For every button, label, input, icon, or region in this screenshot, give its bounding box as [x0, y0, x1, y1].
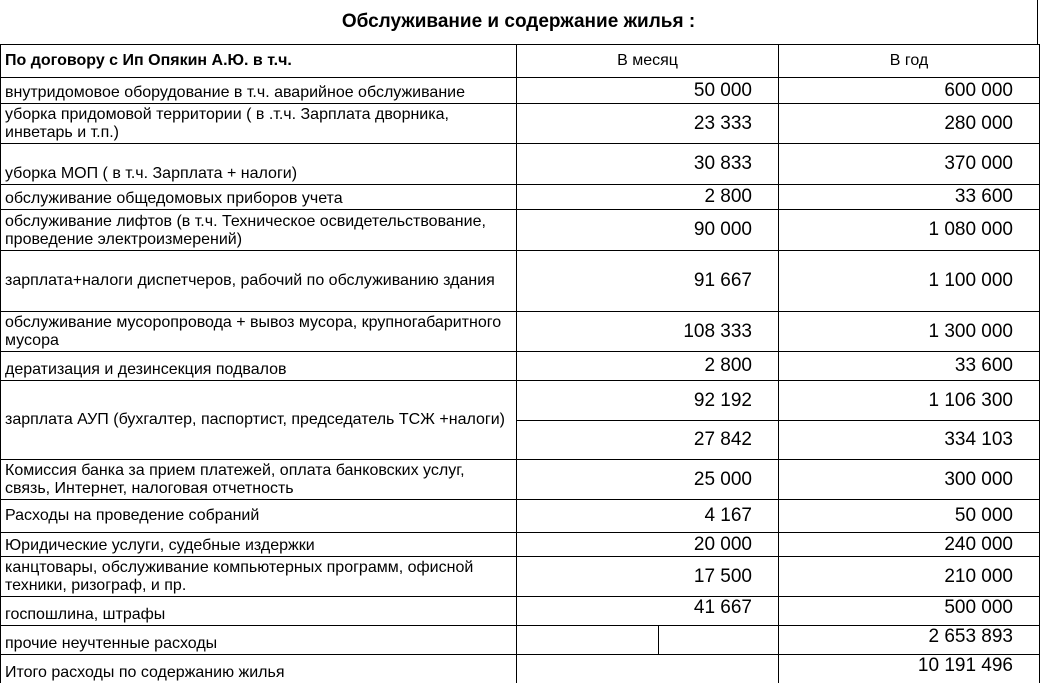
row-label: Расходы на проведение собраний	[1, 500, 517, 533]
row-year: 33 600	[779, 185, 1040, 210]
table-row	[1, 533, 1040, 557]
table-row	[1, 626, 1040, 655]
row-month: 90 000	[517, 210, 779, 251]
row-month: 91 667	[517, 251, 779, 312]
row-label: Комиссия банка за прием платежей, оплата банковских услуг, связь, Интернет, налоговая отчетность	[1, 460, 517, 500]
row-year: 50 000	[779, 500, 1040, 533]
row-month: 20 000	[517, 533, 779, 557]
row-month: 2 800	[517, 185, 779, 210]
row-extra	[659, 626, 779, 655]
table-row	[1, 352, 1040, 381]
row-label: канцтовары, обслуживание компьютерных программ, офисной техники, ризограф, и пр.	[1, 557, 517, 597]
row-month: 108 333	[517, 312, 779, 352]
row-year: 600 000	[779, 78, 1040, 104]
row-year: 334 103	[779, 421, 1040, 460]
row-label: прочие неучтенные расходы	[1, 626, 517, 655]
row-month: 23 333	[517, 104, 779, 144]
row-label: зарплата АУП (бухгалтер, паспортист, председатель ТСЖ +налоги)	[1, 381, 517, 460]
table-row	[1, 312, 1040, 352]
table-row	[1, 597, 1040, 626]
table-row	[1, 104, 1040, 144]
row-year: 280 000	[779, 104, 1040, 144]
row-label: внутридомовое оборудование в т.ч. аварийное обслуживание	[1, 78, 517, 104]
row-label: обслуживание мусоропровода + вывоз мусора, крупногабаритного мусора	[1, 312, 517, 352]
row-year: 1 080 000	[779, 210, 1040, 251]
table-row	[1, 185, 1040, 210]
header-month: В месяц	[517, 45, 779, 78]
row-year: 370 000	[779, 144, 1040, 185]
row-label: зарплата+налоги диспетчеров, рабочий по обслуживанию здания	[1, 251, 517, 312]
header-row	[1, 45, 1040, 78]
header-year: В год	[779, 45, 1040, 78]
row-year: 1 106 300	[779, 381, 1040, 421]
row-month: 17 500	[517, 557, 779, 597]
row-label: дератизация и дезинсекция подвалов	[1, 352, 517, 381]
row-year: 240 000	[779, 533, 1040, 557]
row-month: 41 667	[517, 597, 779, 626]
row-month: 2 800	[517, 352, 779, 381]
table-row	[1, 210, 1040, 251]
table-row	[1, 144, 1040, 185]
row-label: обслуживание лифтов (в т.ч. Техническое освидетельствование, проведение электроизмерений)	[1, 210, 517, 251]
row-month: 30 833	[517, 144, 779, 185]
row-year: 1 100 000	[779, 251, 1040, 312]
row-month: 4 167	[517, 500, 779, 533]
row-year: 33 600	[779, 352, 1040, 381]
row-month: 27 842	[517, 421, 779, 460]
table-row	[1, 460, 1040, 500]
row-label: уборка придомовой территории ( в .т.ч. Зарплата дворника, инветарь и т.п.)	[1, 104, 517, 144]
table-row	[1, 500, 1040, 533]
row-month: 25 000	[517, 460, 779, 500]
header-contract: По договору с Ип Опякин А.Ю. в т.ч.	[1, 45, 517, 78]
table-row	[1, 381, 1040, 421]
row-year: 1 300 000	[779, 312, 1040, 352]
expenses-table	[0, 44, 1040, 683]
table-row	[1, 78, 1040, 104]
table-row	[1, 655, 1040, 683]
row-label: Юридические услуги, судебные издержки	[1, 533, 517, 557]
row-label: госпошлина, штрафы	[1, 597, 517, 626]
row-year: 500 000	[779, 597, 1040, 626]
row-month: 50 000	[517, 78, 779, 104]
row-label: Итого расходы по содержанию жилья	[1, 655, 517, 683]
row-month	[517, 626, 659, 655]
row-year: 2 653 893	[779, 626, 1040, 655]
sheet-title: Обслуживание и содержание жилья :	[0, 0, 1038, 44]
table-row	[1, 251, 1040, 312]
row-label: обслуживание общедомовых приборов учета	[1, 185, 517, 210]
row-label: уборка МОП ( в т.ч. Зарплата + налоги)	[1, 144, 517, 185]
row-month	[517, 655, 779, 683]
row-year: 210 000	[779, 557, 1040, 597]
row-month: 92 192	[517, 381, 779, 421]
row-year: 10 191 496	[779, 655, 1040, 683]
row-year: 300 000	[779, 460, 1040, 500]
table-row	[1, 557, 1040, 597]
